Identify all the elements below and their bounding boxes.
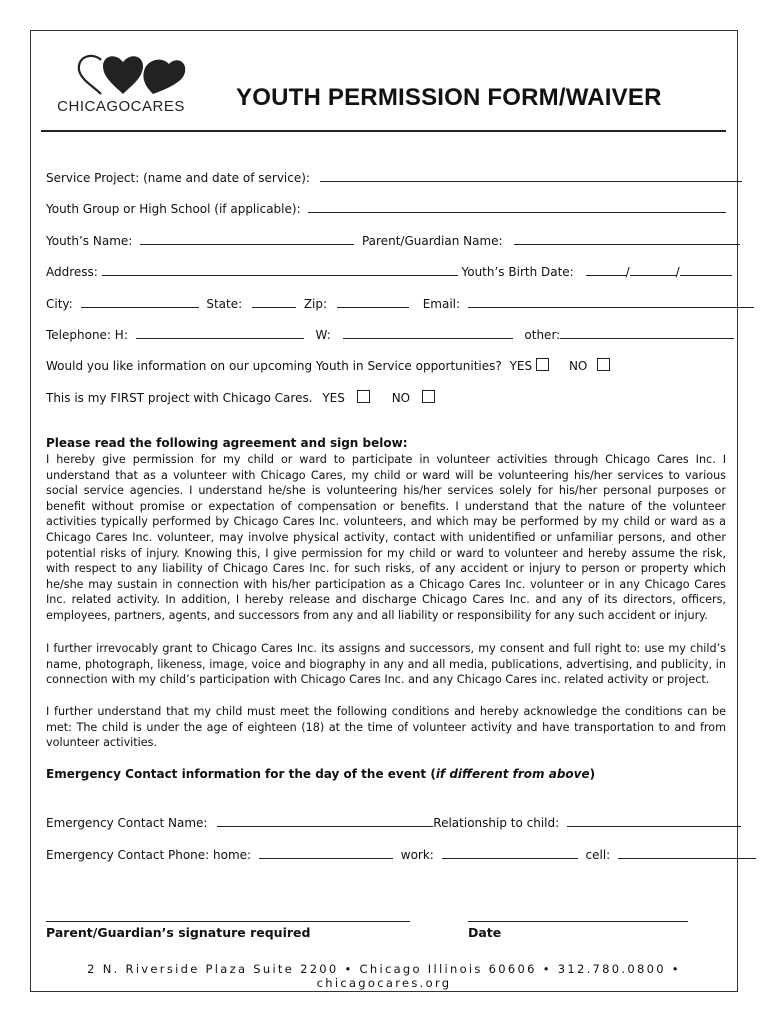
emergency-work-label: work: (400, 848, 434, 862)
youth-name-field[interactable] (140, 233, 354, 245)
service-project-field[interactable] (320, 170, 742, 182)
emergency-cell-field[interactable] (618, 847, 756, 859)
title-divider (41, 130, 726, 132)
emergency-name-row (46, 815, 741, 830)
first-project-no-checkbox[interactable] (422, 390, 435, 403)
footer-address: 2 N. Riverside Plaza Suite 2200 • Chicago Illinois 60606 • 312.780.0800 • chicagocares.org (87, 962, 681, 990)
youth-info-question-text: Would you like information on our upcoming Youth in Service opportunities? (46, 359, 502, 373)
youth-info-no-checkbox[interactable] (597, 358, 610, 371)
date-label: Date (468, 925, 502, 940)
youth-info-question (46, 358, 610, 373)
parent-name-field[interactable] (514, 233, 740, 245)
first-project-yes-checkbox[interactable] (357, 390, 370, 403)
state-label: State: (206, 297, 243, 311)
email-label: Email: (422, 297, 461, 311)
zip-field[interactable] (337, 296, 409, 308)
signature-line[interactable] (46, 921, 410, 922)
first-project-question-text: This is my FIRST project with Chicago Cares. (46, 391, 313, 405)
youth-info-yes-checkbox[interactable] (536, 358, 549, 371)
hearts-icon (41, 50, 201, 96)
youth-info-no-label: NO (568, 359, 588, 373)
form-title: YOUTH PERMISSION FORM/WAIVER (236, 84, 662, 111)
logo-wordmark: CHICAGOCARES (57, 98, 185, 115)
agreement-paragraph-1: I hereby give permission for my child or ward to participate in volunteer activities through Chicago Cares Inc. I understand that as a volunteer with Chicago Cares, my child or ward will be volunteering his/her services to various social service agencies. I understand he/she is volunteering his/her services solely for his/her personal purposes or benefit without promise or expectation of compensation or benefits. I understand that the nature of the volunteer activities typically performed by Chicago Cares Inc. volunteers, and which may be performed by my child or ward as a Chicago Cares Inc. volunteer, may involve physical activity, contact with unidentified or unfamiliar persons, and other potential risks of injury. Knowing this, I give permission for my child or ward to volunteer and hereby assume the risk, with respect to any liability of Chicago Cares Inc. for such risks, of any accident or injury to person or property which he/she may sustain in connection with his/her participation as a Chicago Cares Inc. volunteer or in any Chicago Cares Inc. related activity. In addition, I hereby release and discharge Chicago Cares Inc. and any of its directors, officers, employees, partners, agents, and successors from any and all liability or responsibility for any such accident or injury. (46, 453, 726, 622)
agreement-paragraph-2: I further irrevocably grant to Chicago Cares Inc. its assigns and successors, my consent and full right to: use my child’s name, photograph, likeness, image, voice and biography in any and all media, publications, advertising, and publicity, in connection with my child’s participation with Chicago Cares Inc. and any Chicago Cares inc. related activity or project. (46, 642, 726, 687)
parent-name-label: Parent/Guardian Name: (361, 234, 503, 248)
date-separator-1: / (625, 265, 630, 279)
names-row (46, 233, 740, 248)
date-separator-2: / (675, 265, 680, 279)
relationship-field[interactable] (567, 815, 741, 827)
address-label: Address: (46, 265, 98, 279)
birth-date-label: Youth’s Birth Date: (461, 265, 574, 279)
youth-name-label: Youth’s Name: (46, 234, 133, 248)
emergency-name-field[interactable] (217, 815, 433, 827)
emergency-home-field[interactable] (259, 847, 393, 859)
chicago-cares-logo (41, 50, 201, 120)
date-line[interactable] (468, 921, 688, 922)
emergency-home-label: Emergency Contact Phone: home: (46, 848, 252, 862)
signature-label: Parent/Guardian’s signature required (46, 925, 311, 940)
service-project-label: Service Project: (name and date of service): (46, 171, 310, 185)
other-phone-label: other: (524, 328, 561, 342)
city-field[interactable] (81, 296, 199, 308)
address-field[interactable] (102, 264, 458, 276)
zip-label: Zip: (303, 297, 328, 311)
emergency-work-field[interactable] (442, 847, 578, 859)
birth-day-field[interactable] (630, 264, 676, 276)
agreement-paragraph-3: I further understand that my child must meet the following conditions and hereby acknowledge the conditions can be met: The child is under the age of eighteen (18) at the time of volunteer activity and have transportation to and from volunteer activities. (46, 705, 726, 750)
youth-group-row (46, 201, 726, 216)
birth-month-field[interactable] (586, 264, 626, 276)
emergency-cell-label: cell: (585, 848, 611, 862)
work-phone-label: W: (315, 328, 331, 342)
emergency-heading-emphasis: if different from above (435, 767, 590, 781)
city-label: City: (46, 297, 73, 311)
emergency-phone-row (46, 847, 756, 862)
home-phone-field[interactable] (136, 327, 304, 339)
first-project-no-label: NO (391, 391, 411, 405)
emergency-heading-text: Emergency Contact information for the day of the event ( (46, 767, 436, 781)
youth-info-yes-label: YES (509, 359, 533, 373)
youth-group-field[interactable] (308, 201, 726, 213)
emergency-heading-close: ) (589, 767, 596, 781)
youth-group-label: Youth Group or High School (if applicable): (46, 202, 301, 216)
home-phone-label: Telephone: H: (46, 328, 128, 342)
state-field[interactable] (252, 296, 296, 308)
first-project-yes-label: YES (322, 391, 345, 405)
agreement-heading: Please read the following agreement and sign below: (46, 436, 408, 450)
email-field[interactable] (468, 296, 754, 308)
service-project-row (46, 170, 742, 185)
address-row (46, 264, 732, 279)
emergency-heading (46, 767, 595, 781)
birth-year-field[interactable] (680, 264, 732, 276)
relationship-label: Relationship to child: (433, 816, 560, 830)
first-project-question (46, 390, 435, 405)
emergency-name-label: Emergency Contact Name: (46, 816, 208, 830)
other-phone-field[interactable] (560, 327, 734, 339)
city-row (46, 296, 754, 311)
work-phone-field[interactable] (343, 327, 513, 339)
telephone-row (46, 327, 734, 342)
